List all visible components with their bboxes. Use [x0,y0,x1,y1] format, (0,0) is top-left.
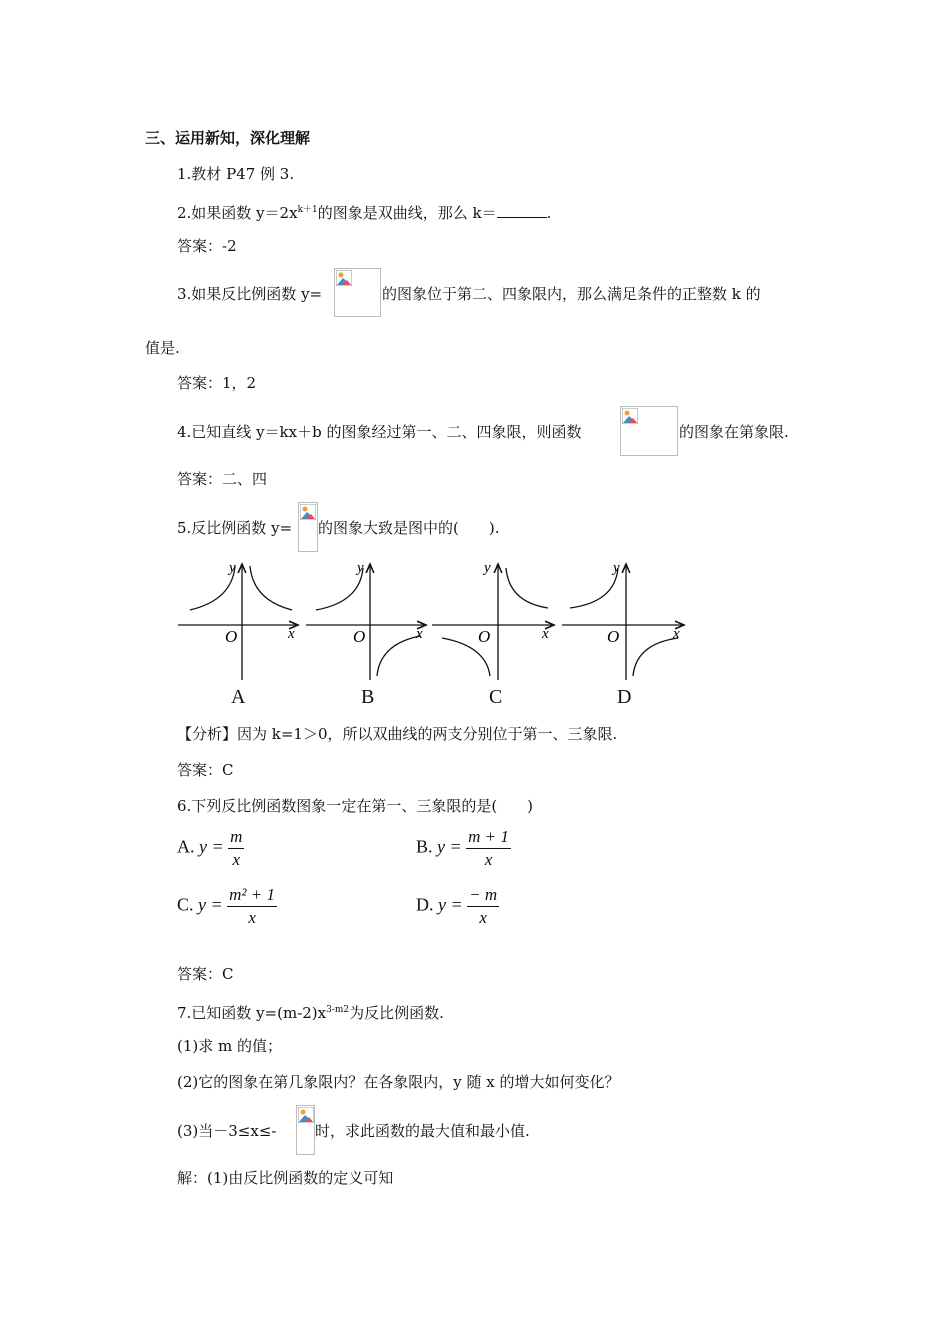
graph-b [306,560,426,680]
broken-image-icon [620,406,678,456]
section-title: 三、运用新知，深化理解 [145,129,311,147]
option-d: D. y = $\frac{- m}{x}$ [416,885,498,927]
exponent: 3-m2 [326,1005,350,1015]
axis-x-label: x [288,626,295,642]
option-b: B. y = $\frac{m + 1}{x}$ [416,827,509,869]
graph-label-d: D [617,686,632,708]
fraction: $\frac{m + 1}{x}$ [468,827,509,869]
origin-label: O [478,627,491,646]
option-c: C. y = $\frac{\text{m² + 1}}{x}$ [177,885,276,927]
hyperbola-graphs [170,558,700,688]
question-3-prefix: 3.如果反比例函数 y= [177,285,323,303]
broken-image-icon [296,1105,315,1155]
question-4-prefix: 4.已知直线 y＝kx＋b 的图象经过第一、二、四象限，则函数 [177,423,582,441]
axis-y-label: y [613,560,620,576]
axis-y-label: y [229,560,236,576]
question-5-suffix: 的图象大致是图中的( ). [318,519,500,537]
analysis-5: 【分析】因为 k=1＞0，所以双曲线的两支分别位于第一、三象限. [177,725,618,743]
axis-x-label: x [673,626,680,642]
question-7: 7.已知函数 $y=(m-2)x^{3-m2}$为反比例函数. [177,1004,444,1022]
graph-c [432,560,554,680]
question-2: 2.如果函数 $y=2x^{k+1}$的图象是双曲线，那么 k＝ . [177,204,552,222]
answer-4: 答案：二、四 [177,470,268,488]
graph-a [178,560,298,680]
question-4-suffix: 的图象在第象限. [679,423,789,441]
question-5-prefix: 5.反比例函数 y= [177,519,293,537]
graph-label-c: C [489,686,503,708]
fraction: $\frac{- m}{x}$ [469,885,498,927]
question-6: 6.下列反比例函数图象一定在第一、三象限的是( ) [177,797,534,815]
question-3-continuation: 值是. [145,339,180,357]
origin-label: O [225,627,238,646]
question-3-suffix: 的图象位于第二、四象限内，那么满足条件的正整数 k 的 [382,285,761,303]
origin-label: O [607,627,620,646]
question-7-part-3-suffix: 时，求此函数的最大值和最小值. [315,1122,530,1140]
question-7-part-2: (2)它的图象在第几象限内？在各象限内，y 随 x 的增大如何变化？ [177,1073,620,1091]
broken-image-icon [334,268,381,317]
answer-6: 答案：C [177,965,234,983]
fraction: $\frac{m}{x}$ [230,827,243,869]
axis-y-label: y [484,560,491,576]
question-1: 1.教材 P47 例 3. [177,165,295,183]
graph-d [562,560,684,680]
axis-x-label: x [542,626,549,642]
exponent: k＋1 [297,205,318,215]
answer-blank [497,205,547,218]
solution-7: 解：(1)由反比例函数的定义可知 [177,1169,394,1187]
answer-5: 答案：C [177,761,234,779]
answer-3: 答案：1，2 [177,374,257,392]
question-7-part-3-prefix: (3)当－3≤x≤- [177,1122,277,1140]
axis-y-label: y [357,560,364,576]
graph-label-b: B [361,686,375,708]
axis-x-label: x [416,626,423,642]
answer-2: 答案：-2 [177,237,237,255]
broken-image-icon [298,502,318,552]
fraction: $\frac{\text{m² + 1}}{x}$ [229,885,276,927]
origin-label: O [353,627,366,646]
option-a: A. y = $\frac{m}{x}$ [177,827,243,869]
question-7-part-1: (1)求 m 的值； [177,1037,283,1055]
graph-label-a: A [231,686,246,708]
